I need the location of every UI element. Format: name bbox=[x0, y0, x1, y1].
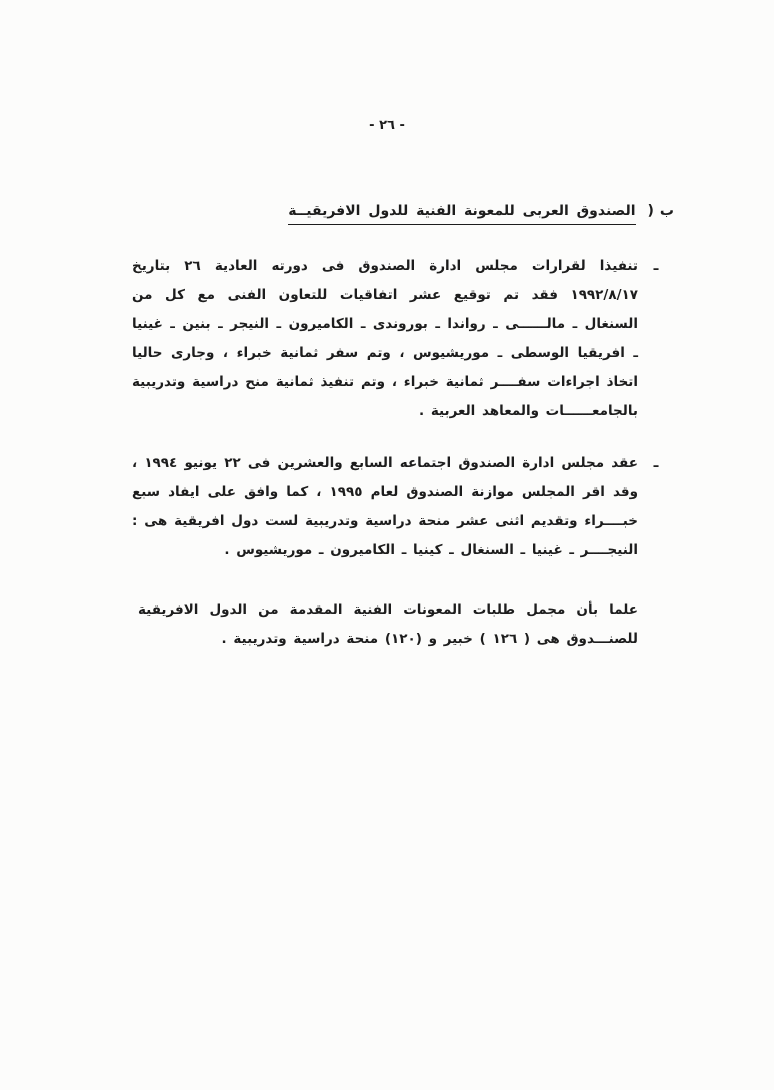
section-title: الصندوق العربى للمعونة الفنية للدول الافريقيــة bbox=[288, 203, 635, 225]
dash-bullet: ـ bbox=[653, 455, 659, 471]
page-number: - ٢٦ - bbox=[369, 118, 405, 133]
section-heading bbox=[288, 203, 674, 219]
section-letter-paren: ) bbox=[647, 203, 654, 219]
section-letter: ب bbox=[659, 203, 674, 219]
closing-paragraph: علما بأن مجمل طلبات المعونات الفنية المقدمة من الدول الافريقية للصنـــدوق هى ( ١٢٦ ) خبير و (١٢٠) منحة دراسية وتدريبية . bbox=[138, 602, 638, 647]
bullet-item bbox=[132, 449, 674, 565]
bullet-item bbox=[132, 252, 674, 426]
dash-bullet: ـ bbox=[653, 258, 659, 274]
paragraph-text: عقد مجلس ادارة الصندوق اجتماعه السابع والعشرين فى ٢٢ يونيو ١٩٩٤ ، وقد اقر المجلس موازنة الصندوق لعام ١٩٩٥ ، كما وافق على ايفاد سبع خبــــراء وتقديم اثنى عشر منحة دراسية وتدريبية لست دول افريقية هى : النيجــــر ـ غينيا ـ السنغال ـ كينيا ـ الكاميرون ـ موريشيوس . bbox=[132, 455, 638, 558]
paragraph-text: تنفيذا لقرارات مجلس ادارة الصندوق فى دورته العادية ٢٦ بتاريخ ١٩٩٢/٨/١٧ فقد تم توقيع عشر اتفاقيات للتعاون الفنى مع كل من السنغال ـ مالــــــى ـ رواندا ـ بوروندى ـ الكاميرون ـ النيجر ـ بنين ـ غينيا ـ افريقيا الوسطى ـ موريشيوس ، وتم سفر ثمانية خبراء ، وجارى حاليا اتخاذ اجراءات سفــــر ثمانية خبراء ، وتم تنفيذ ثمانية منح دراسية وتدريبية بالجامعــــــات والمعاهد العربية . bbox=[132, 258, 638, 419]
